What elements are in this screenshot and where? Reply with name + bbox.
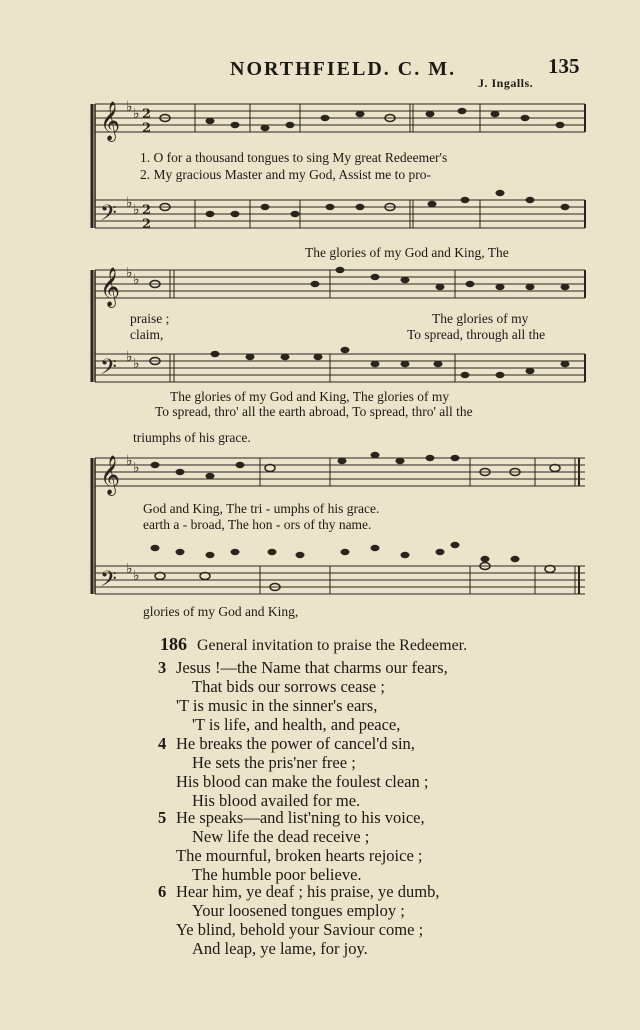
stanza-line: And leap, ye lame, for joy.	[192, 939, 368, 958]
system1-verse2: 2. My gracious Master and my God, Assist me to pro-	[140, 167, 431, 182]
hymn-number: 186	[160, 634, 187, 654]
stanza-number: 5	[158, 808, 167, 827]
stanza-line: The humble poor believe.	[192, 865, 362, 884]
staff-system1-treble	[95, 104, 585, 132]
stanza-line: His blood availed for me.	[192, 791, 361, 810]
svg-text:♭: ♭	[126, 99, 133, 115]
svg-text:♭: ♭	[126, 195, 133, 211]
svg-text:♭: ♭	[126, 349, 133, 365]
svg-text:♭: ♭	[126, 561, 133, 577]
svg-text:𝄞: 𝄞	[100, 267, 121, 307]
staff-system3-bass	[95, 566, 585, 594]
svg-text:𝄢: 𝄢	[100, 201, 117, 231]
stanza-number: 4	[158, 734, 167, 753]
stanza-line: 'T is life, and health, and peace,	[192, 715, 401, 734]
stanza-line: Jesus !—the Name that charms our fears,	[176, 658, 448, 677]
svg-text:♭: ♭	[133, 272, 140, 288]
system1-verse1: 1. O for a thousand tongues to sing My great Redeemer's	[140, 150, 448, 165]
stanza-4	[158, 734, 428, 810]
page-number: 135	[548, 54, 580, 78]
staff-system2-bass	[95, 354, 585, 382]
system2-left-verse2: claim,	[130, 327, 164, 342]
stanza-number: 3	[158, 658, 167, 677]
system1-bass-cue: The glories of my God and King, The	[305, 245, 509, 260]
stanza-line: Ye blind, behold your Saviour come ;	[176, 920, 424, 939]
stanza-line: He sets the pris'ner free ;	[192, 753, 356, 772]
stanza-line: Your loosened tongues employ ;	[192, 901, 405, 920]
svg-text:𝄢: 𝄢	[100, 355, 117, 385]
svg-text:2: 2	[142, 217, 152, 232]
hymn-heading	[160, 634, 467, 655]
svg-text:♭: ♭	[133, 460, 140, 476]
stanza-5	[158, 808, 425, 884]
svg-text:2: 2	[142, 203, 152, 218]
stanza-line: He breaks the power of cancel'd sin,	[176, 734, 415, 753]
svg-text:♭: ♭	[133, 356, 140, 372]
stanza-line: That bids our sorrows cease ;	[192, 677, 385, 696]
system3-cue: triumphs of his grace.	[133, 430, 251, 445]
stanza-3	[158, 658, 448, 734]
stanza-number: 6	[158, 882, 167, 901]
svg-text:♭: ♭	[133, 568, 140, 584]
system2-bass-line1: The glories of my God and King, The glories of my	[170, 389, 450, 404]
stanza-line: New life the dead receive ;	[192, 827, 370, 846]
svg-text:♭: ♭	[126, 453, 133, 469]
system3-verse2: earth a - broad, The hon - ors of thy name.	[143, 517, 372, 532]
stanza-line: His blood can make the foulest clean ;	[176, 772, 429, 791]
hymn-title: General invitation to praise the Redeemer.	[197, 637, 468, 654]
stanza-6	[158, 882, 439, 958]
svg-text:𝄞: 𝄞	[100, 455, 121, 495]
svg-text:♭: ♭	[133, 202, 140, 218]
svg-text:2: 2	[142, 107, 152, 122]
system3-verse1: God and King, The tri - umphs of his grace.	[143, 501, 380, 516]
system2-left-verse1: praise ;	[130, 311, 170, 326]
staff-system2-treble	[95, 270, 585, 298]
system2-right-verse1: The glories of my	[432, 311, 529, 326]
system3-bass-cue: glories of my God and King,	[143, 604, 299, 619]
system2-bass-line2: To spread, thro' all the earth abroad, To spread, thro' all the	[155, 404, 473, 419]
svg-text:𝄞: 𝄞	[100, 101, 121, 141]
stanza-line: 'T is music in the sinner's ears,	[176, 696, 378, 715]
svg-text:2: 2	[142, 121, 152, 136]
stanza-line: Hear him, ye deaf ; his praise, ye dumb,	[176, 882, 440, 901]
svg-text:𝄢: 𝄢	[100, 567, 117, 597]
svg-text:♭: ♭	[126, 265, 133, 281]
tune-title: NORTHFIELD. C. M.	[230, 58, 457, 80]
composer-credit: J. Ingalls.	[478, 76, 534, 90]
svg-text:♭: ♭	[133, 106, 140, 122]
stanza-line: He speaks—and list'ning to his voice,	[176, 808, 425, 827]
stanza-line: The mournful, broken hearts rejoice ;	[176, 846, 423, 865]
system2-right-verse2: To spread, through all the	[407, 327, 546, 342]
